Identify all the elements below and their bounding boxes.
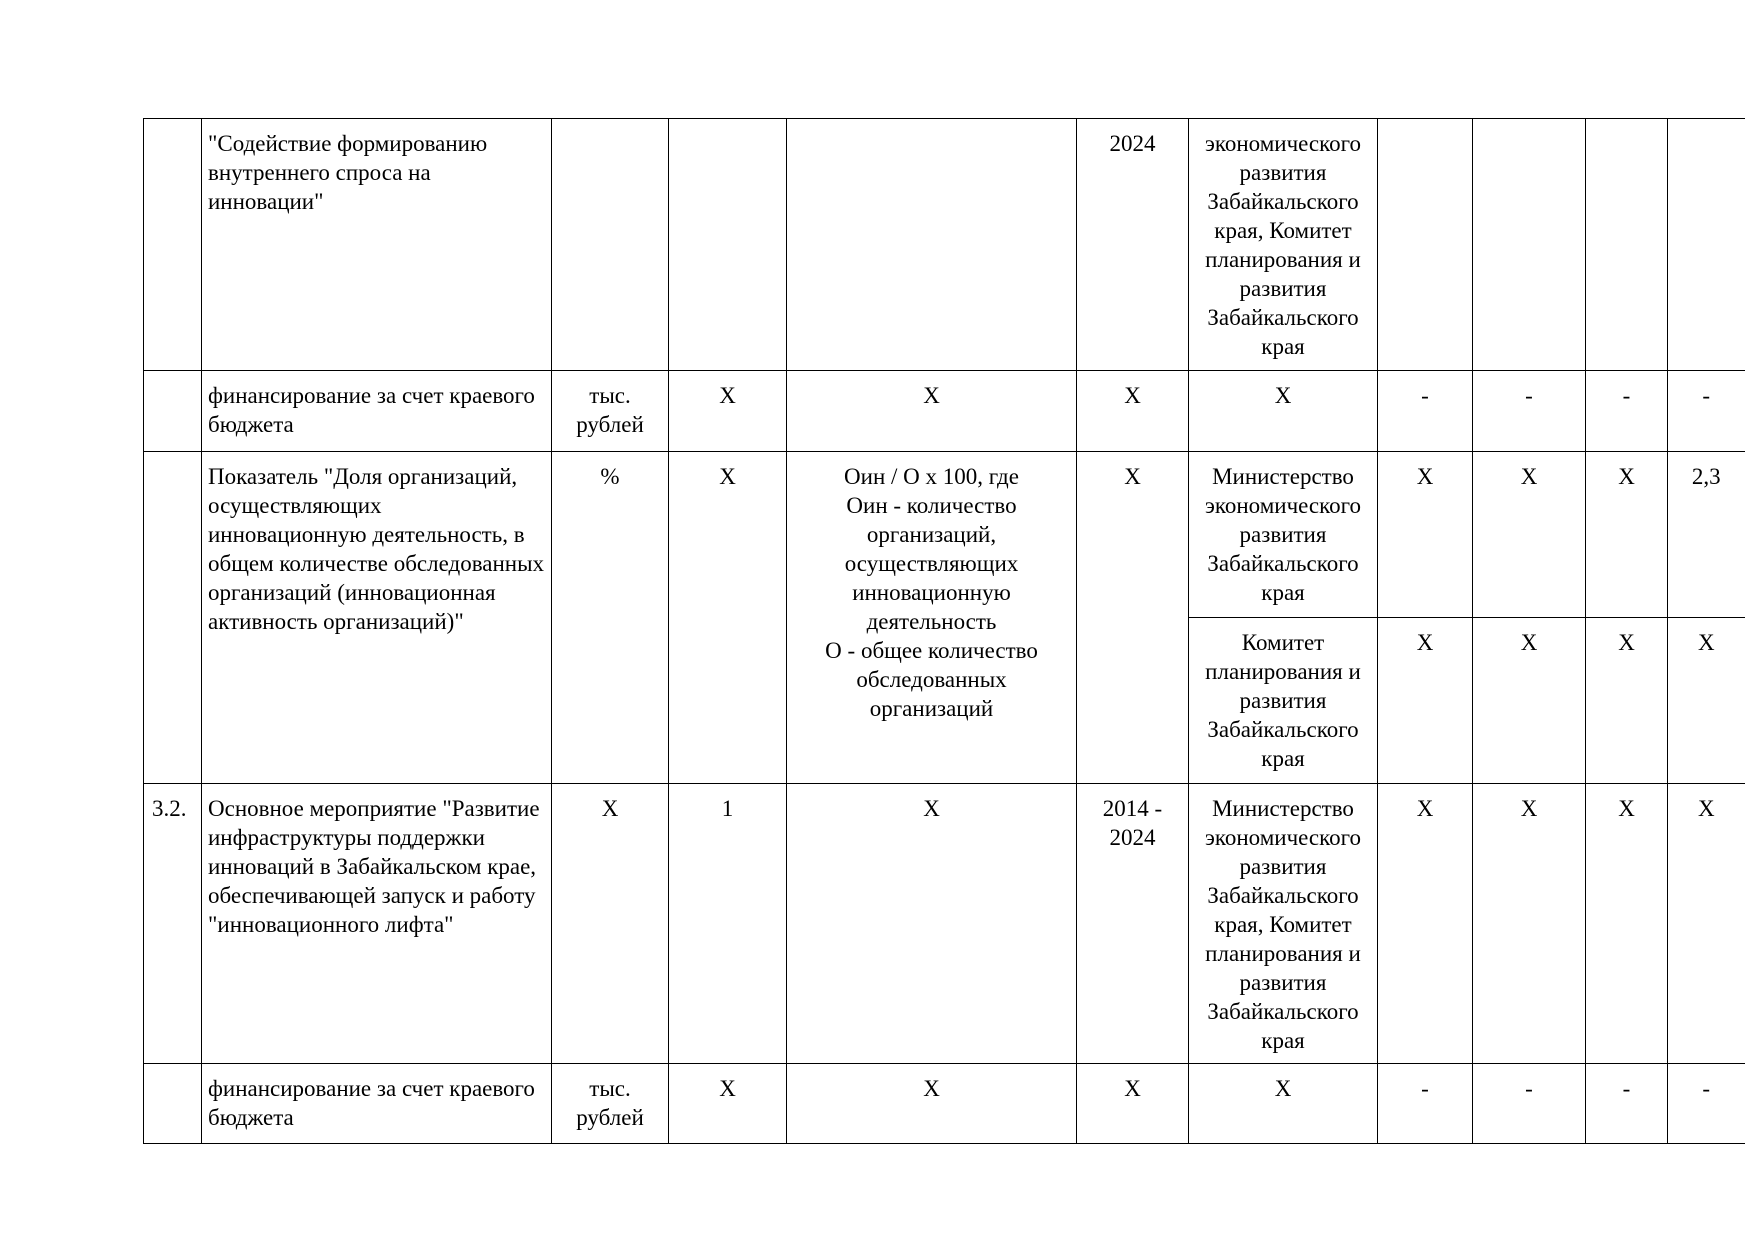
row-name: финансирование за счет краевого бюджета	[202, 1064, 552, 1144]
row-name: финансирование за счет краевого бюджета	[202, 371, 552, 452]
value-cell: -	[1668, 371, 1745, 452]
value-cell: X	[1668, 618, 1745, 784]
value-cell: 2,3	[1668, 452, 1745, 618]
value-cell: -	[1378, 371, 1473, 452]
row-number	[144, 1064, 202, 1144]
value-cell: X	[1378, 452, 1473, 618]
table-row	[144, 452, 1745, 618]
value-cell: X	[1668, 784, 1745, 1064]
unit-cell: %	[552, 452, 669, 784]
value-cell: -	[1586, 371, 1668, 452]
row-name: "Содействие формированию внутреннего спроса на инновации"	[202, 119, 552, 371]
executor-cell: экономического развития Забайкальского края, Комитет планирования и развития Забайкальского края	[1189, 119, 1378, 371]
period-cell: X	[1077, 371, 1189, 452]
table-row	[144, 119, 1745, 371]
table-row	[144, 371, 1745, 452]
unit-cell: X	[552, 784, 669, 1064]
value-cell: X	[1586, 452, 1668, 618]
value-cell: -	[1473, 371, 1586, 452]
value-cell: -	[1378, 1064, 1473, 1144]
row-number	[144, 452, 202, 784]
value-cell	[1586, 119, 1668, 371]
indicator-name: Показатель "Доля организаций, осуществляющих инновационную деятельность, в общем количестве обследованных организаций (инновационная активность организаций)"	[202, 452, 552, 784]
value-cell: -	[1586, 1064, 1668, 1144]
table-row	[144, 1064, 1745, 1144]
col3-cell: X	[669, 452, 787, 784]
period-cell: X	[1077, 1064, 1189, 1144]
value-cell	[1378, 119, 1473, 371]
value-cell	[1668, 119, 1745, 371]
period-cell: 2024	[1077, 119, 1189, 371]
period-cell: X	[1077, 452, 1189, 784]
unit-cell	[552, 119, 669, 371]
unit-cell: тыс. рублей	[552, 1064, 669, 1144]
col3-cell: 1	[669, 784, 787, 1064]
executor-cell: Комитет планирования и развития Забайкальского края	[1189, 618, 1378, 784]
value-cell: X	[1378, 784, 1473, 1064]
formula-cell: Оин / О x 100, где Оин - количество организаций, осуществляющих инновационную деятельность О - общее количество обследованных организаций	[787, 452, 1077, 784]
row-number: 3.2.	[144, 784, 202, 1064]
row-name: Основное мероприятие "Развитие инфраструктуры поддержки инноваций в Забайкальском крае, обеспечивающей запуск и работу "инновационного лифта"	[202, 784, 552, 1064]
col4-cell	[787, 119, 1077, 371]
value-cell: X	[1473, 784, 1586, 1064]
executor-cell: Министерство экономического развития Забайкальского края, Комитет планирования и развития Забайкальского края	[1189, 784, 1378, 1064]
executor-cell: Министерство экономического развития Забайкальского края	[1189, 452, 1378, 618]
period-cell: 2014 - 2024	[1077, 784, 1189, 1064]
executor-cell: X	[1189, 1064, 1378, 1144]
col4-cell: X	[787, 784, 1077, 1064]
executor-cell: X	[1189, 371, 1378, 452]
table-row	[144, 784, 1745, 1064]
program-table	[143, 118, 1745, 1144]
value-cell: X	[1586, 784, 1668, 1064]
row-number	[144, 371, 202, 452]
col3-cell	[669, 119, 787, 371]
value-cell: -	[1473, 1064, 1586, 1144]
col4-cell: X	[787, 1064, 1077, 1144]
value-cell: X	[1473, 618, 1586, 784]
row-number	[144, 119, 202, 371]
value-cell: -	[1668, 1064, 1745, 1144]
value-cell: X	[1378, 618, 1473, 784]
unit-cell: тыс. рублей	[552, 371, 669, 452]
col3-cell: X	[669, 1064, 787, 1144]
value-cell	[1473, 119, 1586, 371]
col4-cell: X	[787, 371, 1077, 452]
value-cell: X	[1473, 452, 1586, 618]
col3-cell: X	[669, 371, 787, 452]
value-cell: X	[1586, 618, 1668, 784]
